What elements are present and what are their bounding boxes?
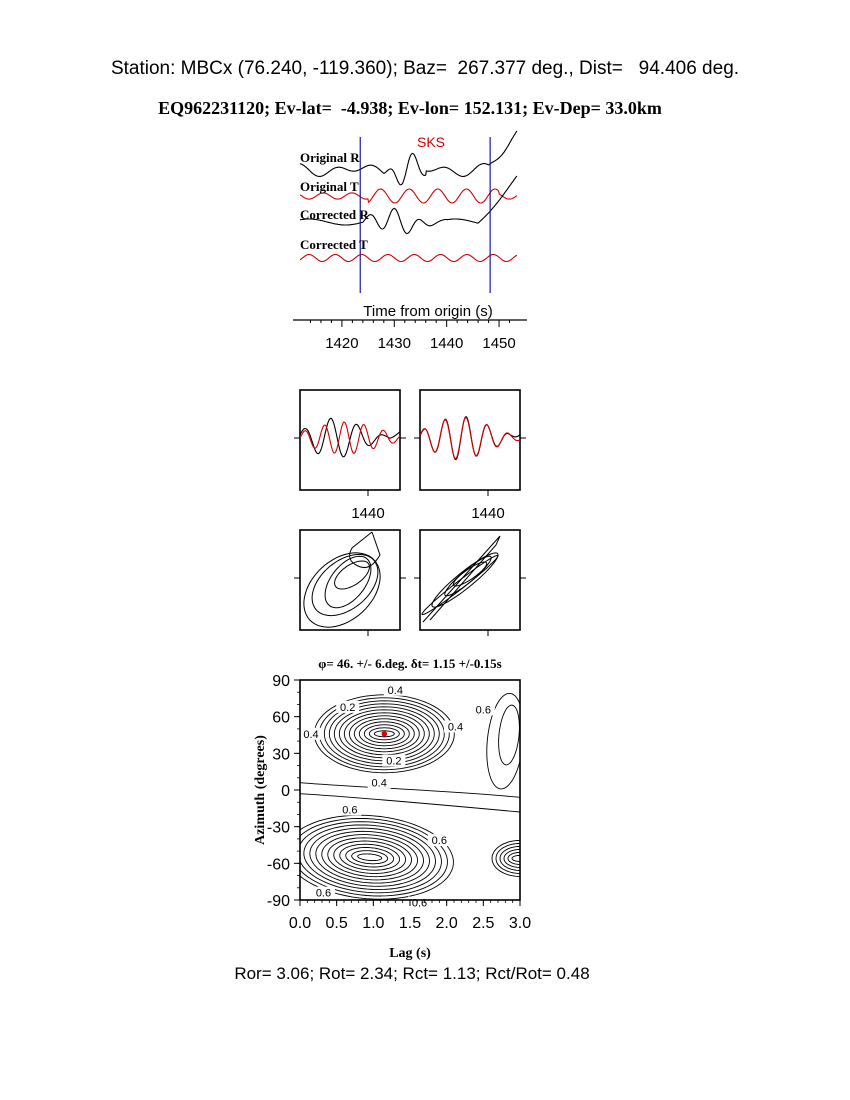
particle-frame-original — [300, 530, 400, 630]
particle-motion-panel — [300, 530, 520, 630]
contour-lower — [352, 851, 388, 864]
contour-label: 0.6 — [411, 897, 428, 910]
phase-label: SKS — [416, 134, 446, 150]
energy-contour-panel — [253, 656, 548, 961]
time-tick-label: 1450 — [482, 335, 516, 352]
lag-tick-label: 1.0 — [362, 915, 385, 932]
contour-lower — [334, 841, 406, 873]
ratio-summary: Ror= 3.06; Rot= 2.34; Rct= 1.13; Rct/Rot= 0.48 — [234, 964, 590, 983]
contour-divider — [300, 783, 520, 798]
contour-title: φ= 46. +/- 6.deg. δt= 1.15 +/-0.15s — [318, 656, 502, 671]
time-tick-label: 1440 — [429, 335, 464, 352]
contour-label: 0.4 — [387, 684, 403, 697]
contour-divider — [300, 794, 520, 812]
waveform-overlay-panel — [294, 390, 526, 636]
trace-label-original-r: Original R — [300, 150, 360, 165]
lag-tick-label: 2.0 — [435, 915, 458, 932]
contour-label: 0.4 — [371, 777, 387, 790]
time-axis — [293, 320, 527, 352]
lag-tick-label: 0.0 — [288, 915, 312, 932]
lag-tick-label: 3.0 — [508, 915, 532, 932]
particle-loop-corrected — [423, 536, 500, 622]
azimuth-tick-label: -90 — [266, 893, 290, 910]
particle-motion-paths — [304, 532, 500, 627]
particle-loop-original — [335, 561, 370, 589]
lag-tick-label: 0.5 — [325, 915, 348, 932]
overlay-traces — [294, 417, 526, 636]
lag-tick-label: 1.5 — [398, 915, 422, 932]
azimuth-tick-label: 90 — [272, 673, 290, 690]
azimuth-tick-label: 30 — [272, 746, 290, 764]
time-axis-label: Time from origin (s) — [363, 303, 493, 320]
lag-tick-label: 2.5 — [472, 915, 495, 932]
azimuth-tick-label: 0 — [281, 783, 290, 800]
trace-label-corrected-t: Corrected T — [300, 237, 368, 252]
contour-label: 0.6 — [431, 835, 447, 848]
contour-label: 0.2 — [340, 701, 356, 714]
contour-lower — [316, 831, 424, 883]
contour-lower — [292, 818, 448, 896]
lag-axis-label: Lag (s) — [389, 946, 431, 961]
contour-right-upper — [499, 705, 520, 765]
event-title: EQ962231120; Ev-lat= -4.938; Ev-lon= 152.131; Ev-Dep= 33.0km — [158, 98, 662, 118]
azimuth-axis-label: Azimuth (degrees) — [253, 735, 268, 845]
trace-label-original-t: Original T — [300, 179, 359, 194]
contour-label: 0.4 — [303, 728, 319, 741]
contour-lower — [358, 854, 382, 861]
trace-corrected-t — [300, 255, 517, 262]
overlay-corrected-r — [420, 417, 520, 460]
best-fit-marker — [382, 731, 388, 737]
contour-lower — [340, 844, 400, 870]
station-title: Station: MBCx (76.240, -119.360); Baz= 267.377 deg., Dist= 94.406 deg. — [110, 58, 740, 79]
time-tick-label: 1420 — [325, 335, 359, 352]
time-tick-label: 1430 — [377, 335, 411, 352]
azimuth-tick-label: 60 — [272, 709, 290, 727]
overlay-original-r — [300, 418, 400, 456]
trace-label-corrected-r: Corrected R — [300, 207, 369, 222]
contour-label: 0.2 — [386, 755, 402, 768]
seismogram-panel — [293, 131, 527, 352]
overlay-tick-label-corrected: 1440 — [471, 505, 505, 522]
contour-label: 0.6 — [342, 804, 358, 817]
contour-lower — [298, 822, 442, 893]
overlay-frame-corrected — [420, 390, 520, 490]
contour-label: 0.4 — [447, 721, 464, 734]
overlay-corrected-t — [420, 418, 520, 459]
contour-lines — [286, 693, 548, 899]
overlay-tick-label-original: 1440 — [351, 505, 385, 522]
contour-lower — [286, 815, 454, 899]
azimuth-tick-label: -30 — [266, 819, 290, 837]
contour-label: 0.6 — [315, 887, 332, 900]
azimuth-tick-label: -60 — [266, 856, 290, 874]
contour-label: 0.6 — [475, 704, 491, 717]
